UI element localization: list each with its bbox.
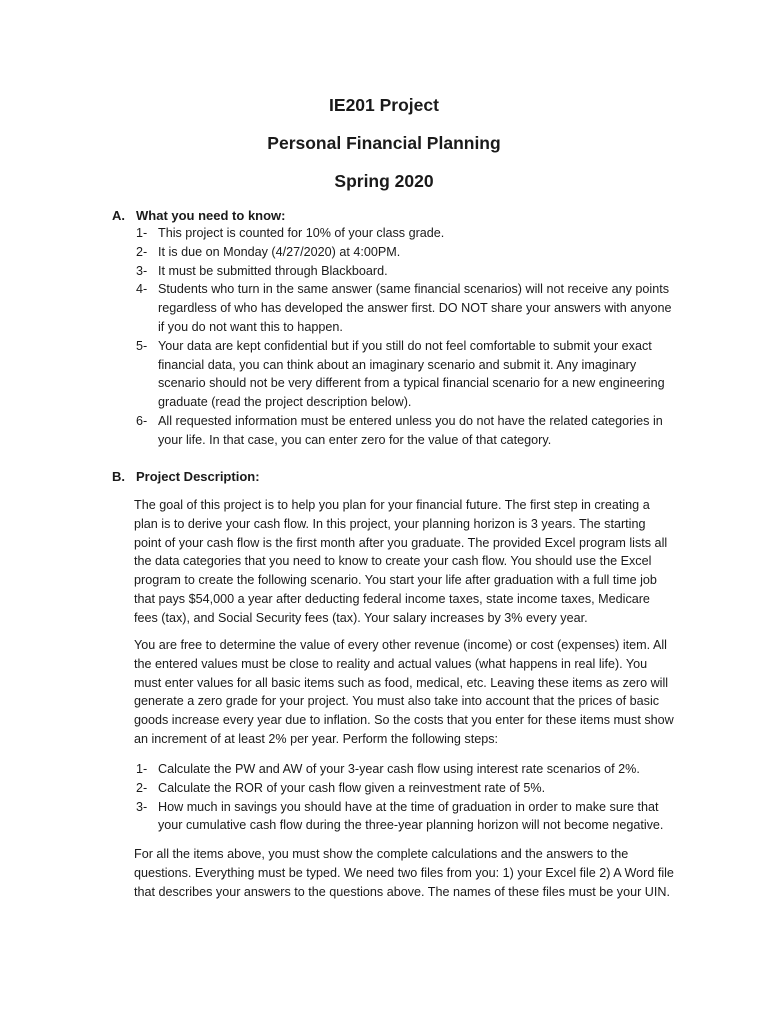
section-a-title: What you need to know: [136, 208, 286, 223]
item-number: 2- [136, 780, 148, 795]
title-block [0, 92, 768, 194]
project-title: Personal Financial Planning [267, 133, 501, 153]
description-paragraph-3: For all the items above, you must show the complete calculations and the answers to the questions. Everything must be typed. We need two files from you: 1) your Excel file 2) A Word file that describes your answers to the questions above. The names of these files must be your UIN. [134, 847, 674, 899]
list-item [136, 412, 676, 450]
list-item [136, 337, 676, 412]
item-number: 1- [136, 762, 148, 776]
section-b-heading [112, 467, 260, 486]
item-text: How much in savings you should have at the time of graduation in order to make sure that your cumulative cash flow during the three-year planning horizon will not become negative. [158, 799, 664, 833]
item-number: 3- [136, 263, 148, 278]
list-item [136, 779, 676, 798]
semester-title: Spring 2020 [334, 171, 434, 191]
requirements-list [136, 224, 676, 450]
list-item [136, 798, 676, 836]
item-number: 4- [136, 282, 148, 297]
item-number: 6- [136, 413, 148, 428]
item-number: 5- [136, 338, 148, 353]
list-item [136, 224, 676, 243]
item-text: All requested information must be entered unless you do not have the related categories in your life. In that case, you can enter zero for the value of that category. [158, 413, 663, 447]
item-text: Your data are kept confidential but if you still do not feel comfortable to submit your exact financial data, you can think about an imaginary scenario and submit it. Any imaginary scenario should not be very different from a typical financial scenario for a new engineering graduate (read the project description below). [158, 338, 665, 410]
item-text: Calculate the PW and AW of your 3-year cash flow using interest rate scenarios of 2%. [158, 762, 640, 776]
item-number: 2- [136, 244, 148, 259]
item-text: Students who turn in the same answer (same financial scenarios) will not receive any points regardless of who has developed the answer first. DO NOT share your answers with anyone if you do not want this to happen. [158, 282, 672, 334]
list-item [136, 243, 676, 262]
item-text: It is due on Monday (4/27/2020) at 4:00PM. [158, 244, 401, 259]
section-b-letter: B. [112, 469, 125, 484]
list-item [136, 280, 676, 336]
item-text: This project is counted for 10% of your class grade. [158, 226, 445, 240]
course-title: IE201 Project [329, 95, 439, 115]
list-item [136, 760, 676, 779]
item-number: 1- [136, 226, 148, 240]
section-a-letter: A. [112, 208, 125, 223]
description-paragraph-1: The goal of this project is to help you plan for your financial future. The first step in creating a plan is to derive your cash flow. In this project, your planning horizon is 3 years. The starting point of your cash flow is the first month after you graduate. The provided Excel program lists all the data categories that you need to know to create your cash flow. You should use the Excel program to create the following scenario. You start your life after graduation with a full time job that pays $54,000 a year after deducting federal income taxes, state income taxes, Medicare fees (tax), and Social Security fees (tax). Your salary increases by 3% every year. [134, 498, 668, 625]
section-a-heading [112, 206, 286, 225]
item-number: 3- [136, 799, 148, 814]
item-text: Calculate the ROR of your cash flow given a reinvestment rate of 5%. [158, 780, 546, 795]
section-b-title: Project Description: [136, 469, 260, 484]
description-paragraph-2: You are free to determine the value of every other revenue (income) or cost (expenses) item. All the entered values must be close to reality and actual values (what happens in real life). You must enter values for all basic items such as food, medical, etc. Leaving these items as zero will generate a zero grade for your project. You must also take into account that the prices of basic goods increase every year due to inflation. So the costs that you enter for these items must show an increment of at least 2% per year. Perform the following steps: [134, 638, 674, 746]
list-item [136, 262, 676, 281]
steps-list [136, 760, 676, 835]
item-text: It must be submitted through Blackboard. [158, 263, 388, 278]
